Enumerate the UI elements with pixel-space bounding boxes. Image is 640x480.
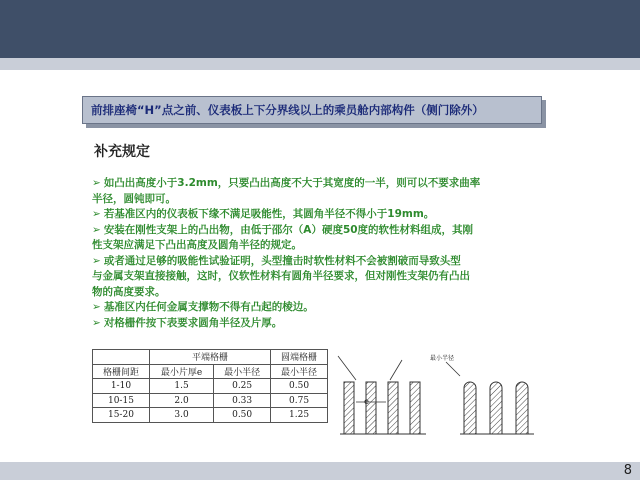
table-header-row [93, 350, 328, 365]
bullet-text: 物的高度要求。 [92, 285, 166, 298]
bullet-line [92, 207, 560, 223]
bullet-text: 若基准区内的仪表板下缘不满足吸能性，其圆角半径不得小于19mm。 [103, 208, 435, 220]
bullet-list [92, 176, 560, 331]
diagram-label-min-radius: 最小半径 [430, 355, 455, 362]
bullet-arrow-icon: ➢ [92, 316, 101, 329]
table-subheader-row [93, 364, 328, 379]
bullet-text: 半径，圆钝即可。 [92, 192, 176, 205]
table-cell: 3.0 [149, 408, 213, 423]
bullet-line [92, 254, 560, 270]
slide-title: 前排座椅“H”点之前、仪表板上下分界线以上的乘员舱内部构件（侧门除外） [91, 103, 484, 117]
title-box [82, 96, 542, 124]
bullet-text: 如凸出高度小于3.2mm，只要凸出高度不大于其宽度的一半，则可以不要求曲率 [103, 177, 481, 189]
diagram-label-e: e [364, 397, 369, 406]
bullet-arrow-icon: ➢ [92, 254, 101, 267]
bullet-arrow-icon: ➢ [92, 301, 101, 313]
table-cell: 1.5 [149, 379, 213, 394]
table-col-min-radius: 最小半径 [214, 364, 271, 379]
page-number: 8 [623, 463, 632, 478]
bullet-arrow-icon: ➢ [92, 223, 101, 236]
flat-grille-drawing [338, 356, 426, 434]
table-col-min-thickness: 最小片厚e [149, 364, 213, 379]
bullet-text: 对格栅件按下表要求圆角半径及片厚。 [103, 316, 283, 329]
table-row [93, 393, 328, 408]
bullet-line [92, 176, 560, 192]
round-grille-drawing [460, 382, 534, 434]
table-row [93, 408, 328, 423]
table-cell: 0.50 [271, 379, 328, 394]
table-cell: 2.0 [149, 393, 213, 408]
bullet-line [92, 223, 560, 239]
table-cell: 10-15 [93, 393, 150, 408]
table-col-spacing: 格栅间距 [93, 364, 150, 379]
table-cell: 0.33 [214, 393, 271, 408]
table-header-flat-grille: 平端格栅 [149, 350, 270, 365]
grille-spec-table [92, 349, 328, 423]
bullet-text: 与金属支架直接接触，这时，仪软性材料有圆角半径要求，但对刚性支架仍有凸出 [92, 270, 470, 282]
table-header-empty [93, 350, 150, 365]
bullet-line [92, 238, 560, 254]
bullet-text: 安装在刚性支架上的凸出物，由低于邵尔（A）硬度50度的软性材料组成，其刚 [103, 223, 474, 236]
table-col-min-radius-round: 最小半径 [271, 364, 328, 379]
table-cell: 1-10 [93, 379, 150, 394]
table-row [93, 379, 328, 394]
section-heading: 补充规定 [94, 144, 150, 160]
table-cell: 0.75 [271, 393, 328, 408]
bullet-line [92, 300, 560, 316]
header-stripe [0, 58, 640, 70]
table-cell: 0.50 [214, 408, 271, 423]
header-band [0, 0, 640, 58]
bullet-text: 或者通过足够的吸能性试验证明，头型撞击时软性材料不会被割破而导致头型 [103, 254, 461, 267]
grille-diagram [336, 346, 548, 442]
bullet-line [92, 316, 560, 332]
bullet-text: 基准区内任何金属支撑物不得有凸起的棱边。 [103, 301, 314, 313]
footer-band [0, 462, 640, 480]
bullet-line [92, 269, 560, 285]
bullet-arrow-icon: ➢ [92, 177, 101, 189]
table-cell: 0.25 [214, 379, 271, 394]
bullet-arrow-icon: ➢ [92, 208, 101, 220]
table-cell: 15-20 [93, 408, 150, 423]
bullet-line [92, 285, 560, 301]
table-cell: 1.25 [271, 408, 328, 423]
bullet-line [92, 192, 560, 208]
table-header-round-grille: 圆端格栅 [271, 350, 328, 365]
bullet-text: 性支架应满足下凸出高度及圆角半径的规定。 [92, 239, 302, 251]
